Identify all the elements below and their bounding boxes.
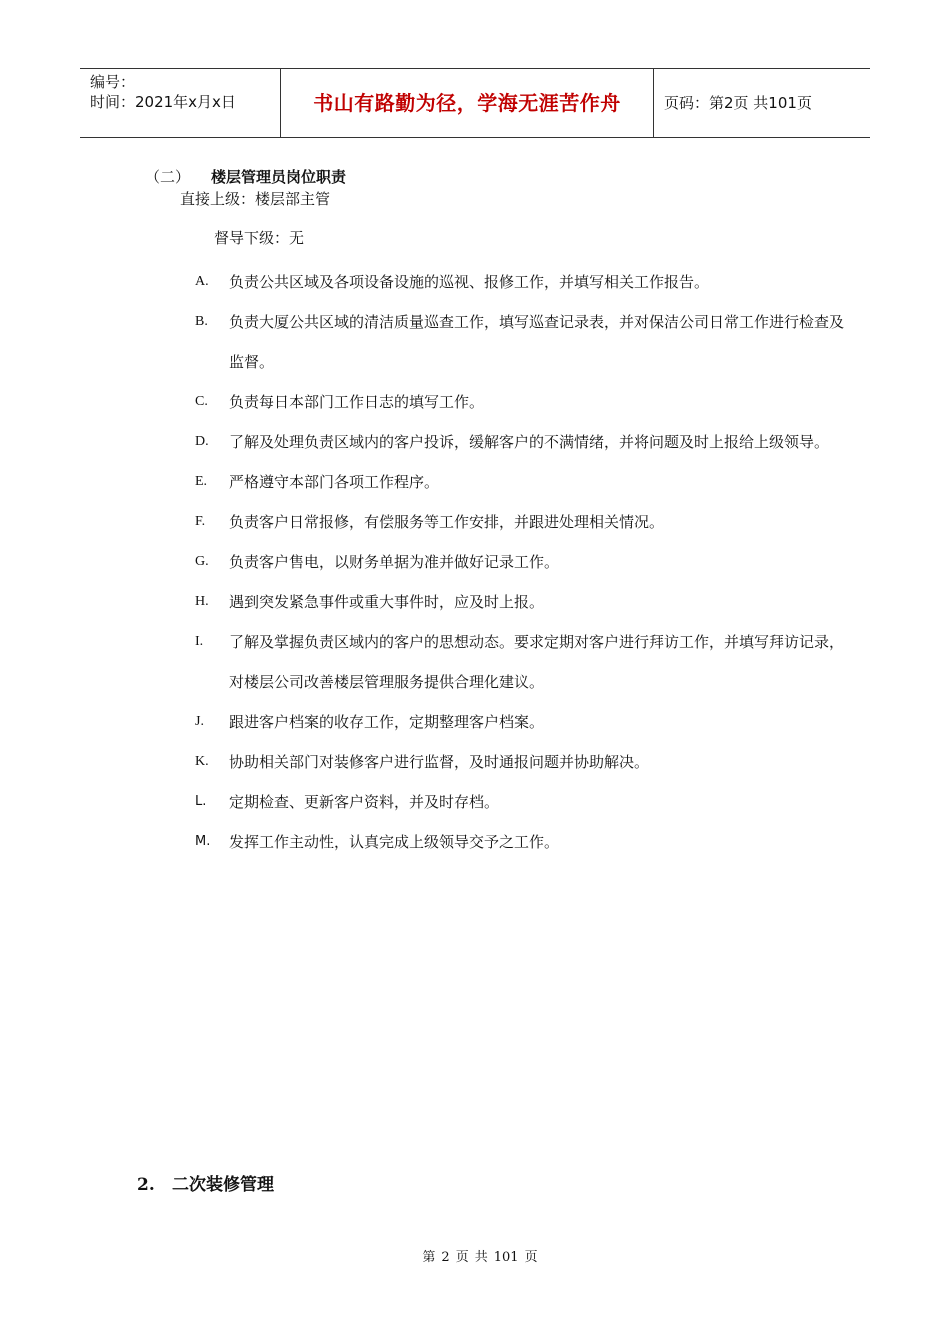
footer-ye2: 页	[524, 1250, 538, 1265]
direct-superior: 直接上级：楼层部主管	[180, 190, 331, 208]
list-item	[195, 702, 845, 742]
item-text: 遇到突发紧急事件或重大事件时，应及时上报。	[229, 593, 545, 611]
chapter-number: 2.	[137, 1175, 155, 1195]
list-item	[195, 422, 845, 462]
list-item	[195, 582, 845, 622]
list-item	[195, 262, 845, 302]
item-text: 了解及掌握负责区域内的客户的思想动态。要求定期对客户进行拜访工作，并填写拜访记录，对楼层公司改善楼层管理服务提供合理化建议。	[229, 633, 845, 691]
item-marker: J.	[195, 714, 204, 729]
item-text: 负责大厦公共区域的清洁质量巡查工作，填写巡查记录表，并对保洁公司日常工作进行检查及监督。	[229, 313, 845, 371]
item-text: 严格遵守本部门各项工作程序。	[229, 473, 440, 491]
item-marker: L.	[195, 794, 207, 809]
list-item	[195, 822, 845, 862]
footer-gong: 共	[474, 1250, 488, 1265]
list-item	[195, 302, 845, 382]
list-item	[195, 542, 845, 582]
item-text: 负责客户日常报修，有偿服务等工作安排，并跟进处理相关情况。	[229, 513, 665, 531]
date-label: 时间：2021年x月x日	[90, 93, 236, 111]
header-page-info: 页码：第2页 共101页	[664, 94, 812, 112]
list-item	[195, 742, 845, 782]
section-number: （二）	[145, 168, 191, 186]
footer-di: 第	[422, 1250, 436, 1265]
subordinate: 督导下级：无	[214, 229, 305, 247]
item-marker: G.	[195, 554, 209, 569]
item-text: 发挥工作主动性，认真完成上级领导交予之工作。	[229, 833, 560, 851]
list-item	[195, 622, 845, 702]
item-marker: I.	[195, 634, 204, 649]
item-marker: D.	[195, 434, 209, 449]
duty-list	[195, 262, 845, 862]
header-table	[80, 68, 870, 138]
item-text: 负责公共区域及各项设备设施的巡视、报修工作，并填写相关工作报告。	[229, 273, 710, 291]
item-marker: K.	[195, 754, 209, 769]
list-item	[195, 502, 845, 542]
item-marker: B.	[195, 314, 208, 329]
item-text: 协助相关部门对装修客户进行监督，及时通报问题并协助解决。	[229, 753, 650, 771]
item-marker: F.	[195, 514, 206, 529]
item-marker: H.	[195, 594, 209, 609]
list-item	[195, 382, 845, 422]
item-marker: A.	[195, 274, 209, 289]
page-footer	[0, 1246, 950, 1265]
footer-page-number: 2	[441, 1250, 450, 1265]
item-marker: M.	[195, 834, 211, 849]
list-item	[195, 782, 845, 822]
item-marker: E.	[195, 474, 208, 489]
list-item	[195, 462, 845, 502]
code-label: 编号：	[90, 73, 136, 91]
item-text: 负责每日本部门工作日志的填写工作。	[229, 393, 485, 411]
section-heading	[145, 166, 346, 187]
item-text: 负责客户售电，以财务单据为准并做好记录工作。	[229, 553, 560, 571]
item-text: 跟进客户档案的收存工作，定期整理客户档案。	[229, 713, 545, 731]
header-meta-cell	[80, 69, 281, 137]
item-marker: C.	[195, 394, 208, 409]
header-motto: 书山有路勤为径，学海无涯苦作舟	[281, 69, 654, 137]
section-title: 楼层管理员岗位职责	[211, 168, 347, 186]
footer-total-pages: 101	[493, 1250, 519, 1265]
item-text: 定期检查、更新客户资料，并及时存档。	[229, 793, 500, 811]
chapter-heading	[137, 1170, 274, 1195]
item-text: 了解及处理负责区域内的客户投诉，缓解客户的不满情绪，并将问题及时上报给上级领导。	[229, 433, 830, 451]
chapter-title: 二次装修管理	[172, 1175, 274, 1195]
footer-ye: 页	[455, 1250, 469, 1265]
